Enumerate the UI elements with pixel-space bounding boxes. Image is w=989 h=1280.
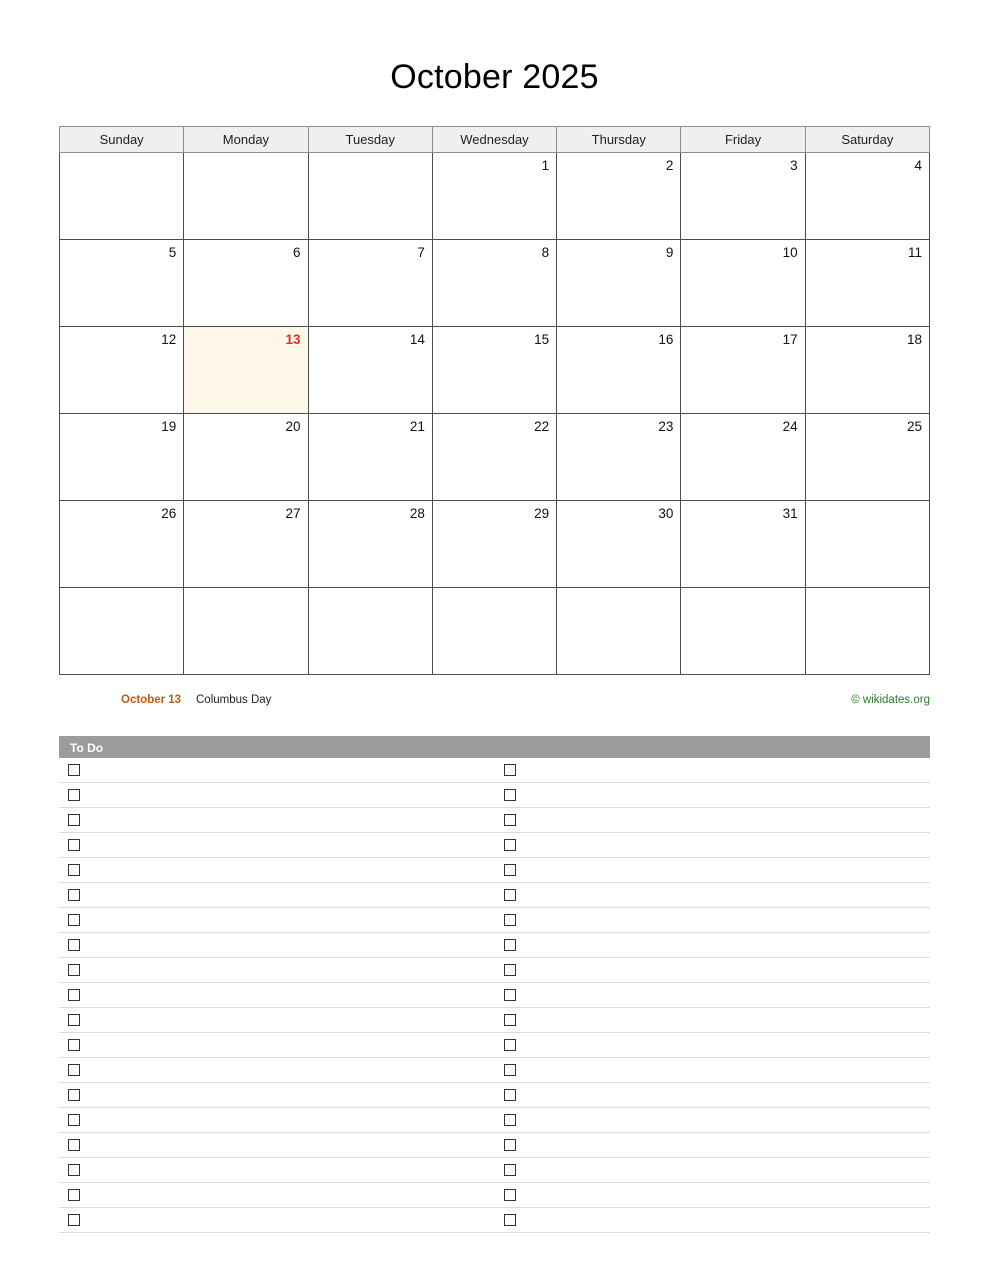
todo-row	[59, 908, 930, 933]
todo-write-line[interactable]	[516, 1108, 931, 1132]
checkbox-icon[interactable]	[504, 1164, 516, 1176]
calendar-day-cell[interactable]	[681, 588, 805, 675]
checkbox-icon[interactable]	[68, 1164, 80, 1176]
todo-cell[interactable]	[59, 1183, 495, 1208]
checkbox-icon[interactable]	[504, 764, 516, 776]
todo-write-line[interactable]	[516, 1033, 931, 1057]
todo-cell[interactable]	[59, 1208, 495, 1233]
todo-cell[interactable]	[59, 1158, 495, 1183]
todo-write-line[interactable]	[516, 1083, 931, 1107]
checkbox-icon[interactable]	[504, 964, 516, 976]
todo-cell[interactable]	[495, 1158, 931, 1183]
todo-write-line[interactable]	[80, 983, 495, 1007]
todo-section	[59, 736, 930, 1233]
todo-write-line[interactable]	[516, 783, 931, 807]
day-number: 18	[906, 332, 922, 347]
weekday-header-tuesday: Tuesday	[308, 127, 432, 153]
todo-write-line[interactable]	[516, 1158, 931, 1182]
day-number: 24	[782, 419, 798, 434]
todo-row	[59, 1158, 930, 1183]
calendar-day-cell[interactable]	[432, 414, 556, 501]
checkbox-icon[interactable]	[68, 1089, 80, 1101]
weekday-header-sunday: Sunday	[60, 127, 184, 153]
weekday-header-row	[60, 127, 930, 153]
calendar-day-cell[interactable]	[184, 414, 308, 501]
day-number: 21	[409, 419, 425, 434]
todo-row	[59, 958, 930, 983]
todo-write-line[interactable]	[80, 1008, 495, 1032]
calendar-day-cell[interactable]	[681, 327, 805, 414]
checkbox-icon[interactable]	[504, 1189, 516, 1201]
todo-cell[interactable]	[59, 783, 495, 808]
calendar-day-cell[interactable]	[184, 588, 308, 675]
todo-row	[59, 1033, 930, 1058]
checkbox-icon[interactable]	[504, 1139, 516, 1151]
checkbox-icon[interactable]	[68, 889, 80, 901]
todo-cell[interactable]	[59, 1083, 495, 1108]
day-number: 9	[665, 245, 674, 260]
todo-write-line[interactable]	[516, 983, 931, 1007]
calendar-day-cell[interactable]	[432, 588, 556, 675]
checkbox-icon[interactable]	[68, 764, 80, 776]
day-number: 3	[790, 158, 798, 173]
todo-cell[interactable]	[495, 1133, 931, 1158]
todo-row	[59, 1133, 930, 1158]
todo-cell[interactable]	[495, 833, 931, 858]
checkbox-icon[interactable]	[504, 1014, 516, 1026]
calendar-day-cell[interactable]	[432, 501, 556, 588]
todo-row	[59, 758, 930, 783]
todo-cell[interactable]	[495, 983, 931, 1008]
todo-row	[59, 983, 930, 1008]
site-credit: © wikidates.org	[851, 694, 930, 706]
todo-cell[interactable]	[59, 808, 495, 833]
todo-row	[59, 883, 930, 908]
todo-write-line[interactable]	[516, 1058, 931, 1082]
todo-write-line[interactable]	[80, 1108, 495, 1132]
todo-write-line[interactable]	[516, 858, 931, 882]
todo-row	[59, 783, 930, 808]
calendar-day-cell[interactable]	[308, 153, 432, 240]
todo-row	[59, 808, 930, 833]
holiday-legend	[59, 694, 930, 714]
calendar-day-cell[interactable]	[60, 588, 184, 675]
calendar-day-cell[interactable]	[308, 414, 432, 501]
day-number: 14	[409, 332, 425, 347]
day-number: 17	[782, 332, 798, 347]
calendar-week-row	[60, 153, 930, 240]
todo-row	[59, 933, 930, 958]
todo-write-line[interactable]	[80, 883, 495, 907]
todo-write-line[interactable]	[516, 833, 931, 857]
todo-write-line[interactable]	[80, 958, 495, 982]
calendar-day-cell[interactable]	[557, 240, 681, 327]
todo-write-line[interactable]	[516, 758, 931, 782]
calendar-day-cell[interactable]	[184, 501, 308, 588]
todo-cell[interactable]	[495, 783, 931, 808]
todo-write-line[interactable]	[80, 933, 495, 957]
calendar-week-row	[60, 588, 930, 675]
checkbox-icon[interactable]	[68, 914, 80, 926]
todo-write-line[interactable]	[516, 1208, 931, 1232]
checkbox-icon[interactable]	[68, 1014, 80, 1026]
checkbox-icon[interactable]	[68, 789, 80, 801]
calendar-day-cell[interactable]	[805, 588, 929, 675]
weekday-header-saturday: Saturday	[805, 127, 929, 153]
calendar-day-cell[interactable]	[60, 501, 184, 588]
todo-write-line[interactable]	[80, 1158, 495, 1182]
day-number: 8	[541, 245, 550, 260]
day-number: 6	[293, 245, 301, 260]
todo-cell[interactable]	[495, 908, 931, 933]
todo-cell[interactable]	[59, 833, 495, 858]
day-number: 12	[161, 332, 177, 347]
todo-row	[59, 1008, 930, 1033]
calendar-day-cell[interactable]	[60, 327, 184, 414]
day-number: 2	[665, 158, 674, 173]
todo-write-line[interactable]	[516, 883, 931, 907]
todo-cell[interactable]	[495, 1108, 931, 1133]
todo-header: To Do	[59, 736, 930, 758]
calendar-day-cell[interactable]	[432, 327, 556, 414]
checkbox-icon[interactable]	[68, 989, 80, 1001]
checkbox-icon[interactable]	[504, 1039, 516, 1051]
day-number: 30	[658, 506, 674, 521]
todo-write-line[interactable]	[80, 783, 495, 807]
checkbox-icon[interactable]	[68, 1189, 80, 1201]
weekday-header-monday: Monday	[184, 127, 308, 153]
checkbox-icon[interactable]	[68, 839, 80, 851]
checkbox-icon[interactable]	[504, 1064, 516, 1076]
calendar-day-cell[interactable]	[805, 414, 929, 501]
checkbox-icon[interactable]	[504, 1089, 516, 1101]
todo-cell[interactable]	[59, 1008, 495, 1033]
todo-write-line[interactable]	[516, 908, 931, 932]
calendar-day-cell[interactable]	[184, 240, 308, 327]
calendar-week-row	[60, 327, 930, 414]
holiday-date: October 13	[121, 694, 182, 706]
checkbox-icon[interactable]	[504, 839, 516, 851]
todo-cell[interactable]	[59, 958, 495, 983]
day-number: 29	[534, 506, 550, 521]
checkbox-icon[interactable]	[68, 1214, 80, 1226]
todo-cell[interactable]	[495, 858, 931, 883]
todo-cell[interactable]	[59, 1133, 495, 1158]
day-number: 5	[168, 245, 177, 260]
todo-write-line[interactable]	[80, 1033, 495, 1057]
checkbox-icon[interactable]	[68, 1064, 80, 1076]
todo-cell[interactable]	[59, 858, 495, 883]
todo-cell[interactable]	[59, 758, 495, 783]
day-number: 10	[782, 245, 798, 260]
todo-write-line[interactable]	[516, 933, 931, 957]
todo-row	[59, 1183, 930, 1208]
todo-cell[interactable]	[495, 1208, 931, 1233]
calendar-day-cell[interactable]	[805, 501, 929, 588]
todo-write-line[interactable]	[80, 1208, 495, 1232]
weekday-header-thursday: Thursday	[557, 127, 681, 153]
day-number: 13	[285, 332, 301, 347]
checkbox-icon[interactable]	[68, 1139, 80, 1151]
todo-cell[interactable]	[59, 983, 495, 1008]
todo-row	[59, 833, 930, 858]
calendar-day-cell[interactable]	[432, 153, 556, 240]
todo-cell[interactable]	[495, 958, 931, 983]
checkbox-icon[interactable]	[68, 939, 80, 951]
calendar-day-cell[interactable]	[681, 414, 805, 501]
calendar-day-cell[interactable]	[681, 501, 805, 588]
todo-table	[59, 758, 930, 1233]
todo-row	[59, 1058, 930, 1083]
todo-write-line[interactable]	[80, 1183, 495, 1207]
month-calendar	[59, 126, 930, 675]
checkbox-icon[interactable]	[504, 814, 516, 826]
todo-cell[interactable]	[59, 1108, 495, 1133]
weekday-header-wednesday: Wednesday	[432, 127, 556, 153]
todo-write-line[interactable]	[516, 1183, 931, 1207]
checkbox-icon[interactable]	[504, 989, 516, 1001]
day-number: 23	[658, 419, 674, 434]
calendar-day-cell[interactable]	[184, 153, 308, 240]
todo-write-line[interactable]	[80, 908, 495, 932]
checkbox-icon[interactable]	[504, 939, 516, 951]
todo-cell[interactable]	[495, 883, 931, 908]
day-number: 16	[658, 332, 674, 347]
day-number: 4	[914, 158, 922, 173]
calendar-week-row	[60, 501, 930, 588]
calendar-day-cell[interactable]	[557, 501, 681, 588]
todo-cell[interactable]	[59, 933, 495, 958]
todo-cell[interactable]	[495, 808, 931, 833]
calendar-day-cell[interactable]	[308, 501, 432, 588]
todo-write-line[interactable]	[80, 758, 495, 782]
calendar-week-row	[60, 240, 930, 327]
day-number: 26	[161, 506, 177, 521]
calendar-day-cell[interactable]	[60, 240, 184, 327]
calendar-day-cell[interactable]	[557, 588, 681, 675]
todo-row	[59, 1108, 930, 1133]
todo-write-line[interactable]	[516, 808, 931, 832]
todo-write-line[interactable]	[516, 958, 931, 982]
todo-cell[interactable]	[495, 1058, 931, 1083]
checkbox-icon[interactable]	[68, 1114, 80, 1126]
day-number: 15	[534, 332, 550, 347]
todo-row	[59, 1083, 930, 1108]
checkbox-icon[interactable]	[68, 864, 80, 876]
weekday-header-friday: Friday	[681, 127, 805, 153]
todo-write-line[interactable]	[80, 808, 495, 832]
day-number: 7	[417, 245, 425, 260]
day-number: 22	[534, 419, 550, 434]
todo-write-line[interactable]	[80, 1058, 495, 1082]
page-title: October 2025	[390, 58, 599, 96]
todo-cell[interactable]	[495, 1008, 931, 1033]
todo-cell[interactable]	[59, 1058, 495, 1083]
todo-write-line[interactable]	[80, 858, 495, 882]
day-number: 19	[161, 419, 177, 434]
day-number: 20	[285, 419, 301, 434]
calendar-day-cell[interactable]	[557, 327, 681, 414]
todo-cell[interactable]	[495, 1183, 931, 1208]
holiday-name: Columbus Day	[196, 694, 272, 706]
checkbox-icon[interactable]	[504, 864, 516, 876]
day-number: 27	[285, 506, 301, 521]
todo-cell[interactable]	[495, 933, 931, 958]
day-number: 31	[782, 506, 798, 521]
calendar-day-cell[interactable]	[432, 240, 556, 327]
todo-cell[interactable]	[59, 883, 495, 908]
todo-row	[59, 858, 930, 883]
calendar-day-cell[interactable]	[681, 240, 805, 327]
calendar-day-cell[interactable]	[805, 327, 929, 414]
calendar-day-cell[interactable]	[805, 153, 929, 240]
checkbox-icon[interactable]	[68, 814, 80, 826]
checkbox-icon[interactable]	[504, 889, 516, 901]
todo-cell[interactable]	[59, 908, 495, 933]
todo-cell[interactable]	[495, 758, 931, 783]
day-number: 1	[541, 158, 550, 173]
todo-write-line[interactable]	[80, 1133, 495, 1157]
calendar-day-cell[interactable]	[805, 240, 929, 327]
todo-write-line[interactable]	[80, 1083, 495, 1107]
todo-write-line[interactable]	[516, 1008, 931, 1032]
calendar-day-cell[interactable]	[308, 240, 432, 327]
checkbox-icon[interactable]	[504, 914, 516, 926]
calendar-day-cell[interactable]	[681, 153, 805, 240]
day-number: 25	[906, 419, 922, 434]
checkbox-icon[interactable]	[504, 789, 516, 801]
calendar-day-cell[interactable]	[557, 153, 681, 240]
calendar-day-cell-today[interactable]	[184, 327, 308, 414]
todo-row	[59, 1208, 930, 1233]
checkbox-icon[interactable]	[504, 1214, 516, 1226]
checkbox-icon[interactable]	[504, 1114, 516, 1126]
todo-cell[interactable]	[495, 1033, 931, 1058]
checkbox-icon[interactable]	[68, 1039, 80, 1051]
todo-cell[interactable]	[59, 1033, 495, 1058]
calendar-day-cell[interactable]	[60, 414, 184, 501]
calendar-day-cell[interactable]	[557, 414, 681, 501]
calendar-day-cell[interactable]	[60, 153, 184, 240]
checkbox-icon[interactable]	[68, 964, 80, 976]
todo-write-line[interactable]	[516, 1133, 931, 1157]
calendar-day-cell[interactable]	[308, 588, 432, 675]
calendar-day-cell[interactable]	[308, 327, 432, 414]
day-number: 11	[907, 245, 922, 260]
todo-cell[interactable]	[495, 1083, 931, 1108]
calendar-week-row	[60, 414, 930, 501]
day-number: 28	[409, 506, 425, 521]
todo-write-line[interactable]	[80, 833, 495, 857]
